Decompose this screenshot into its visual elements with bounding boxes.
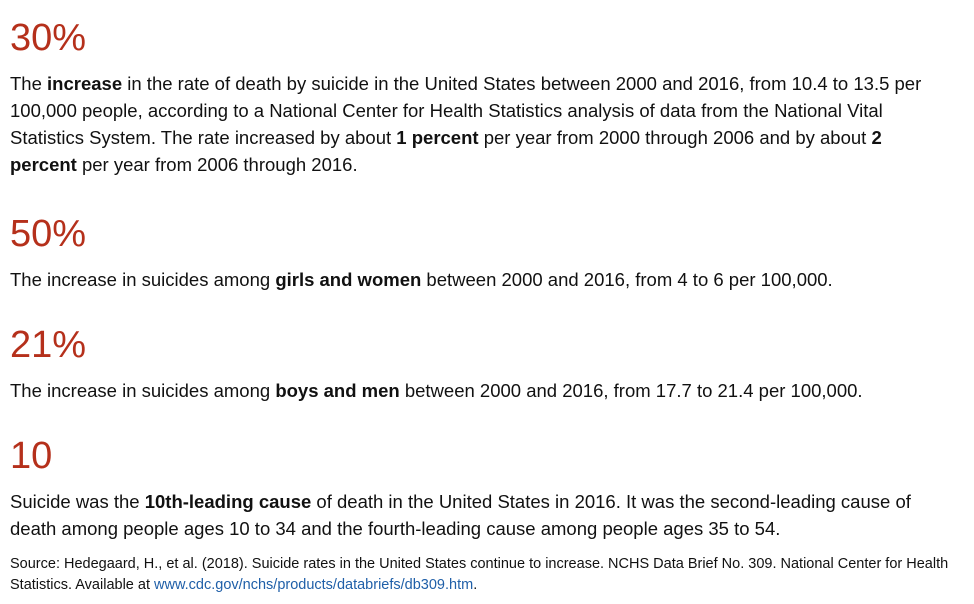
bold-term: 10th-leading cause bbox=[144, 491, 312, 512]
stat-description: The increase in suicides among boys and men between 2000 and 2016, from 17.7 to 21.4 per 100,000. bbox=[10, 380, 863, 401]
stat-description: The increase in the rate of death by suicide in the United States between 2000 and 2016, from 10.4 to 13.5 per 100,000 people, according to a National Center for Health Statistics analysis of data from the National Vital Statistics System. The rate increased by about 1 percent per year from 2000 through 2006 and by about 2 percent per year from 2006 through 2016. bbox=[10, 73, 922, 175]
source-link[interactable]: www.cdc.gov/nchs/products/databriefs/db309.htm bbox=[154, 577, 474, 593]
stat-number: 10 bbox=[10, 435, 53, 477]
stat-number: 30% bbox=[10, 17, 87, 59]
bold-term: 1 percent bbox=[396, 127, 479, 148]
stat-block-10th-cause bbox=[10, 434, 950, 542]
stat-block-50-percent bbox=[10, 212, 950, 293]
stat-description: The increase in suicides among girls and women between 2000 and 2016, from 4 to 6 per 100,000. bbox=[10, 269, 833, 290]
stat-number: 50% bbox=[10, 213, 87, 255]
stat-block-30-percent bbox=[10, 16, 950, 178]
stat-description: Suicide was the 10th-leading cause of death in the United States in 2016. It was the second-leading cause of death among people ages 10 to 34 and the fourth-leading cause among people ages 35 to 54. bbox=[10, 491, 911, 539]
bold-term: boys and men bbox=[275, 380, 400, 401]
source-citation: Source: Hedegaard, H., et al. (2018). Suicide rates in the United States continue to increase. NCHS Data Brief No. 309. National Center for Health Statistics. Available at www.cdc.gov/nchs/products/databriefs/db309.htm. bbox=[10, 556, 949, 593]
bold-term: increase bbox=[47, 73, 123, 94]
stat-block-21-percent bbox=[10, 323, 950, 404]
bold-term: 2 percent bbox=[10, 127, 882, 175]
bold-term: girls and women bbox=[275, 269, 422, 290]
stat-number: 21% bbox=[10, 324, 87, 366]
